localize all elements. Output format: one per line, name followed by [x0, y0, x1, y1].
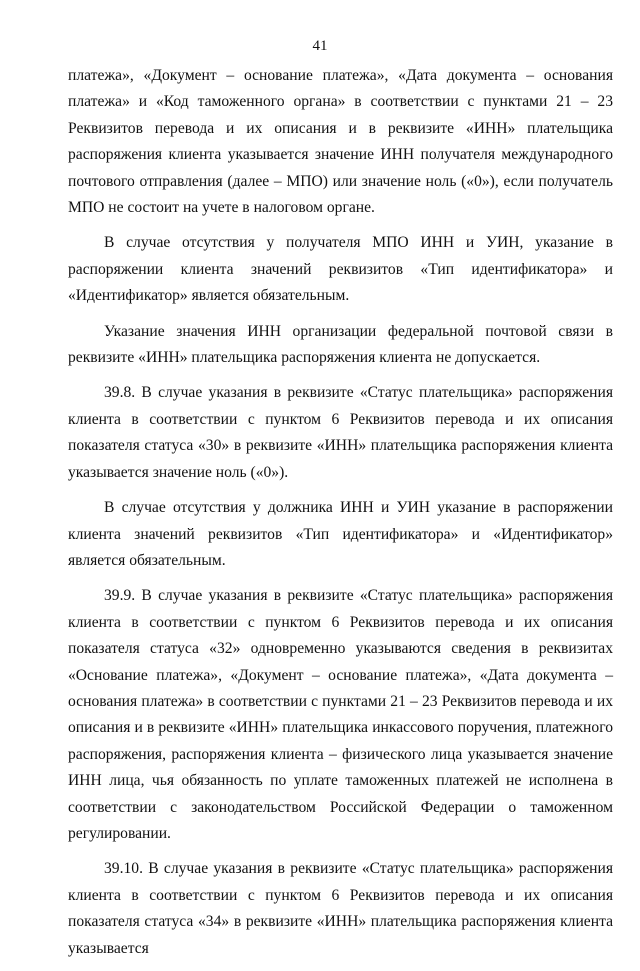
paragraph-39-8: 39.8. В случае указания в реквизите «Статус плательщика» распоряжения клиента в соответствии с пунктом 6 Реквизитов перевода и их описания показателя статуса «30» в реквизите «ИНН» плательщика распоряжения клиента указывается значение ноль («0»). [68, 384, 613, 481]
paragraph-39-10: 39.10. В случае указания в реквизите «Статус плательщика» распоряжения клиента в соответствии с пунктом 6 Реквизитов перевода и их описания показателя статуса «34» в реквизите «ИНН» плательщика распоряжения клиента указывается [68, 860, 613, 957]
paragraph-mpo-no-inn: В случае отсутствия у получателя МПО ИНН и УИН, указание в распоряжении клиента значений реквизитов «Тип идентификатора» и «Идентификатор» является обязательным. [68, 234, 613, 305]
body-text [68, 63, 613, 971]
page-number: 41 [312, 38, 328, 54]
paragraph-debtor-no-inn: В случае отсутствия у должника ИНН и УИН указание в распоряжении клиента значений реквизитов «Тип идентификатора» и «Идентификатор» является обязательным. [68, 499, 613, 569]
paragraph-postal-inn: Указание значения ИНН организации федеральной почтовой связи в реквизите «ИНН» плательщика распоряжения клиента не допускается. [68, 322, 613, 367]
paragraph-39-9: 39.9. В случае указания в реквизите «Статус плательщика» распоряжения клиента в соответствии с пунктом 6 Реквизитов перевода и их описания показателя статуса «32» одновременно указываются сведения в реквизитах «Основание платежа», «Документ – основание платежа», «Дата документа – основания платежа» в соответствии с пунктами 21 – 23 Реквизитов перевода и их описания и в реквизите «ИНН» плательщика инкассового поручения, платежного распоряжения, распоряжения клиента – физического лица указывается значение ИНН лица, чья обязанность по уплате таможенных платежей не исполнена в соответствии с законодательством Российской Федерации о таможенном регулировании. [68, 587, 613, 842]
paragraph-continuation: платежа», «Документ – основание платежа», «Дата документа – основания платежа» и «Код таможенного органа» в соответствии с пунктами 21 – 23 Реквизитов перевода и их описания и в реквизите «ИНН» плательщика распоряжения клиента указывается значение ИНН получателя международного почтового отправления (далее – МПО) или значение ноль («0»), если получатель МПО не состоит на учете в налоговом органе. [68, 67, 613, 217]
